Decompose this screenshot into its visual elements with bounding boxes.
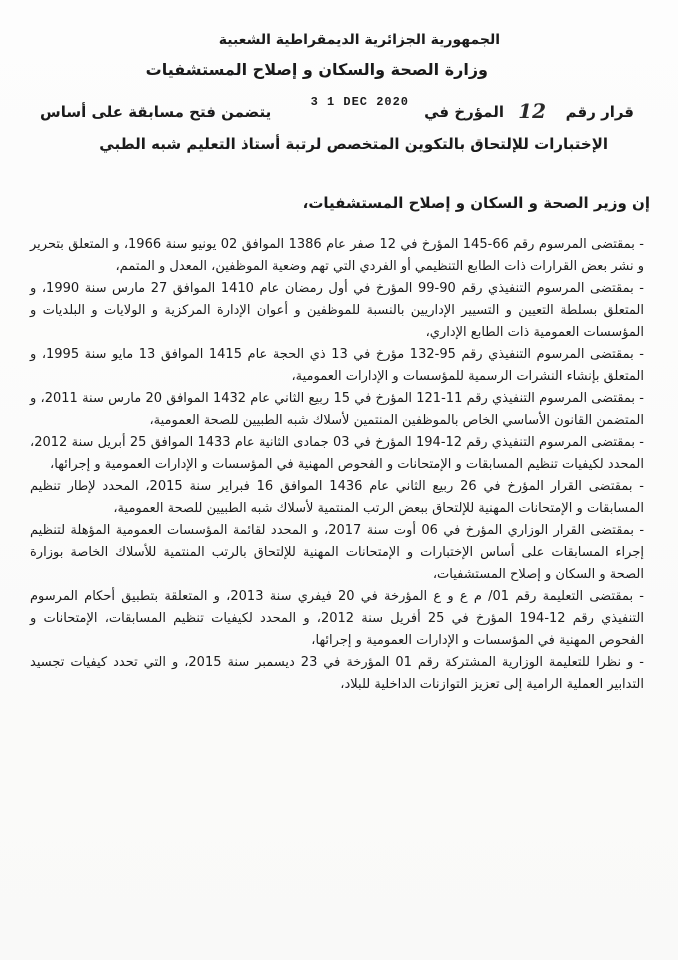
decision-title-row xyxy=(40,95,634,129)
consideration-paragraph: - بمقتضى المرسوم التنفيذي رقم 11-121 المؤرخ في 15 ربيع الثاني عام 1432 الموافق 20 مارس سنة 2011، و المتضمن القانون الأساسي الخاص بالموظفين المنتمين لأسلاك شبه الطبيين للصحة العمومية، xyxy=(30,391,644,428)
decision-subject: يتضمن فتح مسابقة على أساس xyxy=(40,103,272,121)
consideration-paragraph: - بمقتضى القرار المؤرخ في 26 ربيع الثاني عام 1436 الموافق 16 فبراير سنة 2015، المحدد لإطار تنظيم المسابقات و الإمتحانات المهنية للإلتحاق ببعض الرتب المنتمية لأسلاك شبه الطبيين للصحة العمومية، xyxy=(30,479,644,516)
consideration-paragraph: - بمقتضى المرسوم التنفيذي رقم 95-132 مؤرخ في 13 ذي الحجة عام 1415 الموافق 13 مايو سنة 1995، و المتعلق بإنشاء النشرات الرسمية للمؤسسات و الإدارات العمومية، xyxy=(30,347,644,384)
decision-label: قرار رقم xyxy=(565,103,634,121)
consideration-paragraph: - بمقتضى التعليمة رقم 01/ م ع و ع المؤرخة في 20 فيفري سنة 2013، و المتعلقة بتطبيق أحكام المرسوم التنفيذي رقم 12-194 المؤرخ في 25 أفريل سنة 2012، و المحدد لكيفيات تنظيم المسابقات، الإمتحانات و الفحوص المهنية في المؤسسات و الإدارات العمومية و إجرائها، xyxy=(30,589,645,648)
considerations-body xyxy=(30,234,644,696)
republic-heading: الجمهورية الجزائرية الديمقراطية الشعبية xyxy=(218,32,500,48)
dated-label: المؤرخ في xyxy=(424,103,504,121)
minister-preamble: إن وزير الصحة و السكان و إصلاح المستشفيات، xyxy=(302,194,650,212)
decision-number: 12 xyxy=(518,99,546,123)
date-stamp: 3 1 DEC 2020 xyxy=(310,95,409,109)
consideration-paragraph: - بمقتضى المرسوم التنفيذي رقم 12-194 المؤرخ في 03 جمادى الثانية عام 1433 الموافق 25 أبريل سنة 2012، المحدد لكيفيات تنظيم المسابقات و الإمتحانات و الفحوص المهنية في المؤسسات و الإدارات العمومية و إجرائها، xyxy=(30,435,644,472)
decision-subtitle: الإختبارات للإلتحاق بالتكوين المتخصص لرتبة أستاذ التعليم شبه الطبي xyxy=(99,135,608,153)
consideration-paragraph: - و نظرا للتعليمة الوزارية المشتركة رقم 01 المؤرخة في 23 ديسمبر سنة 2015، و التي تحدد كيفيات تجسيد التدابير العملية الرامية إلى تعزيز التوازنات الداخلية للبلاد، xyxy=(30,655,644,692)
consideration-paragraph: - بمقتضى المرسوم التنفيذي رقم 90-99 المؤرخ في أول رمضان عام 1410 الموافق 27 مارس سنة 1990، و المتعلق بسلطة التعيين و التسيير الإداريين بالنسبة للموظفين و أعوان الإدارة المركزية و الولايات و البلديات و المؤسسات العمومية ذات الطابع الإداري، xyxy=(30,281,644,340)
ministry-heading: وزارة الصحة والسكان و إصلاح المستشفيات xyxy=(145,60,488,79)
consideration-paragraph: - بمقتضى المرسوم رقم 66-145 المؤرخ في 12 صفر عام 1386 الموافق 02 يونيو سنة 1966، و المتعلق بتحرير و نشر بعض القرارات ذات الطابع التنظيمي أو الفردي التي تهم وضعية الموظفين، المعدل و المتمم، xyxy=(30,237,644,274)
consideration-paragraph: - بمقتضى القرار الوزاري المؤرخ في 06 أوت سنة 2017، و المحدد لقائمة المؤسسات العمومية المؤهلة لتنظيم إجراء المسابقات على أساس الإختبارات و الإمتحانات المهنية للإلتحاق بالرتب المنتمية للأسلاك الخاصة بوزارة الصحة و السكان و إصلاح المستشفيات، xyxy=(30,523,645,582)
